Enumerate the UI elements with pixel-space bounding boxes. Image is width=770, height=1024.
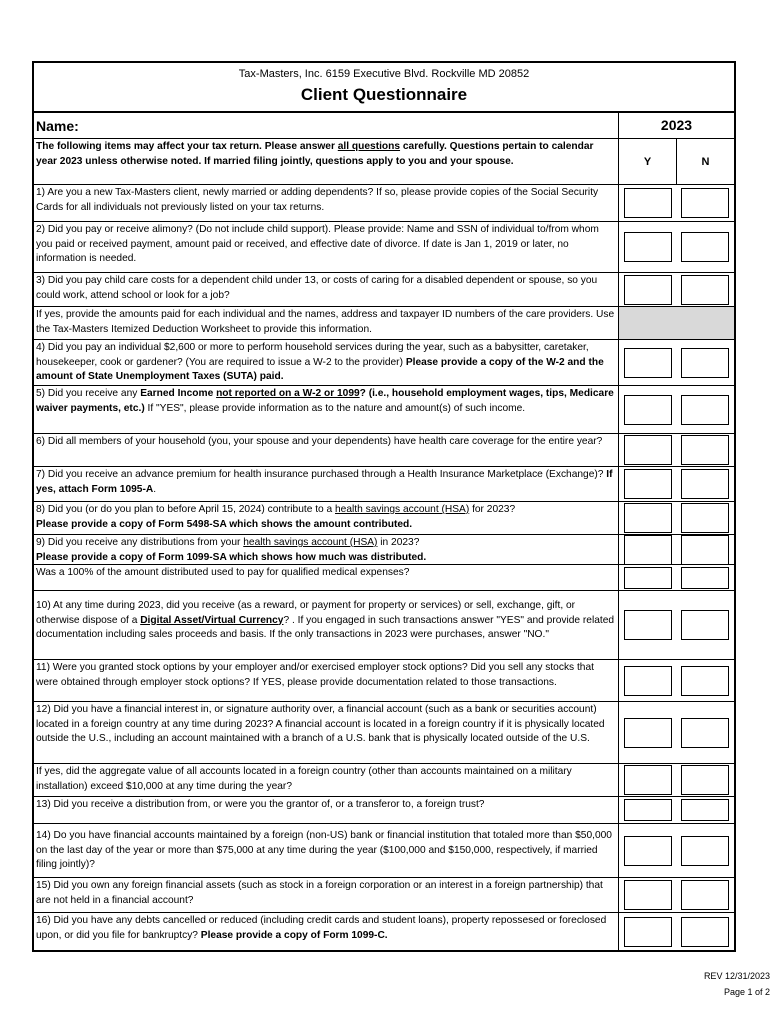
yes-checkbox[interactable]: [624, 503, 672, 533]
no-checkbox[interactable]: [681, 535, 729, 565]
question-row-6: [34, 434, 734, 467]
question-row-14: [34, 824, 734, 878]
question-text: 13) Did you receive a distribution from, or were you the grantor of, or a transferor to, a foreign trust?: [34, 797, 619, 823]
no-checkbox[interactable]: [681, 395, 729, 425]
page-footer: [650, 968, 770, 1000]
yes-checkbox[interactable]: [624, 275, 672, 305]
question-text: 1) Are you a new Tax-Masters client, newly married or adding dependents? If so, please provide copies of the Social Security Cards for all individuals not previously listed on your tax returns.: [34, 185, 619, 221]
no-checkbox[interactable]: [681, 567, 729, 589]
question-row-2: [34, 222, 734, 273]
no-checkbox[interactable]: [681, 469, 729, 499]
questionnaire-form: [32, 61, 736, 952]
form-header: [34, 63, 734, 113]
question-text: 2) Did you pay or receive alimony? (Do not include child support). Please provide: Name and SSN of individual to/from whom you paid or received payment, amount paid or received, and effective date of divorce. If date is Jan 1, 2019 or later, no information is needed.: [34, 222, 619, 272]
no-checkbox[interactable]: [681, 917, 729, 947]
tax-year: 2023: [660, 117, 693, 133]
question-row-12-followup: [34, 764, 734, 797]
question-row-3-followup: [34, 307, 734, 340]
question-row-16: [34, 913, 734, 950]
question-text: 7) Did you receive an advance premium for health insurance purchased through a Health Insurance Marketplace (Exchange)? If yes, attach Form 1095-A.: [34, 467, 619, 501]
yes-checkbox[interactable]: [624, 836, 672, 866]
question-row-15: [34, 878, 734, 913]
yes-checkbox[interactable]: [624, 535, 672, 565]
company-address: Tax-Masters, Inc. 6159 Executive Blvd. Rockville MD 20852: [238, 68, 530, 80]
name-label[interactable]: Name:: [34, 113, 619, 138]
yes-checkbox[interactable]: [624, 435, 672, 465]
no-checkbox[interactable]: [681, 232, 729, 262]
question-text: 15) Did you own any foreign financial assets (such as stock in a foreign corporation or an interest in a foreign partnership) that are not held in a financial account?: [34, 878, 619, 912]
yes-checkbox[interactable]: [624, 395, 672, 425]
question-text: 12) Did you have a financial interest in, or signature authority over, a financial account (such as a bank or securities account) located in a foreign country at any time during 2023? A financial account is located in a foreign country if it is physically located outside the U.S., including an account maintained with a branch of a U.S. bank that is physically located outside of the U.S.: [34, 702, 619, 763]
instructions-row: [34, 139, 734, 185]
no-checkbox[interactable]: [681, 610, 729, 640]
page-number: Page 1 of 2: [723, 987, 770, 997]
question-row-12: [34, 702, 734, 764]
revision-date: REV 12/31/2023: [703, 971, 770, 981]
question-row-7: [34, 467, 734, 502]
question-text: 16) Did you have any debts cancelled or reduced (including credit cards and student loans), property repossesed or foreclosed upon, or did you file for bankruptcy? Please provide a copy of Form 1099-C.: [34, 913, 619, 950]
no-column-header: N: [701, 155, 710, 168]
question-row-11: [34, 660, 734, 702]
question-row-4: [34, 340, 734, 386]
no-checkbox[interactable]: [681, 275, 729, 305]
question-text: 4) Did you pay an individual $2,600 or more to perform household services during the year, such as a babysitter, caretaker, housekeeper, cook or gardener? (You are required to issue a W-2 to the provider) Please provide a copy of the W-2 and the amount of State Unemployment Taxes (SUTA) paid.: [34, 340, 619, 385]
question-row-9-followup: [34, 565, 734, 591]
question-text: 14) Do you have financial accounts maintained by a foreign (non-US) bank or financial institution that totaled more than $50,000 on the last day of the year or more than $75,000 at any time during the year ($100,000 and $150,000, respectively, if married filing jointly)?: [34, 824, 619, 877]
question-row-1: [34, 185, 734, 222]
question-text: If yes, provide the amounts paid for each individual and the names, address and taxpayer ID numbers of the care providers. Use the Tax-Masters Itemized Deduction Worksheet to provide this information.: [34, 307, 619, 339]
yes-no-header: [619, 139, 734, 184]
no-checkbox[interactable]: [681, 435, 729, 465]
shaded-cell: [619, 307, 734, 339]
question-row-8: [34, 502, 734, 535]
no-checkbox[interactable]: [681, 765, 729, 795]
yes-checkbox[interactable]: [624, 880, 672, 910]
no-checkbox[interactable]: [681, 666, 729, 696]
yes-checkbox[interactable]: [624, 666, 672, 696]
yes-checkbox[interactable]: [624, 567, 672, 589]
question-text: 6) Did all members of your household (you, your spouse and your dependents) have health care coverage for the entire year?: [34, 434, 619, 466]
yes-checkbox[interactable]: [624, 610, 672, 640]
yes-checkbox[interactable]: [624, 799, 672, 821]
yes-checkbox[interactable]: [624, 718, 672, 748]
question-text: 3) Did you pay child care costs for a dependent child under 13, or costs of caring for a disabled dependent or spouse, so you could work, attend school or look for a job?: [34, 273, 619, 306]
no-checkbox[interactable]: [681, 718, 729, 748]
question-text: If yes, did the aggregate value of all accounts located in a foreign country (other than accounts maintained on a military installation) exceed $10,000 at any time during the year?: [34, 764, 619, 796]
question-row-9: [34, 535, 734, 565]
instructions-text: The following items may affect your tax return. Please answer all questions carefully. Questions pertain to calendar year 2023 unless otherwise noted. If married filing jointly, questions apply to you and your spouse.: [34, 139, 619, 184]
yes-checkbox[interactable]: [624, 188, 672, 218]
question-row-5: [34, 386, 734, 434]
yes-checkbox[interactable]: [624, 765, 672, 795]
yes-checkbox[interactable]: [624, 232, 672, 262]
no-checkbox[interactable]: [681, 799, 729, 821]
no-checkbox[interactable]: [681, 348, 729, 378]
yes-column-header: Y: [619, 139, 677, 184]
question-text: 10) At any time during 2023, did you receive (as a reward, or payment for property or services) or sell, exchange, gift, or otherwise dispose of a Digital Asset/Virtual Currency? . If you engaged in such transactions answer "YES" and provide related documentation including sales proceeds and basis. If the only transactions in 2023 were purchases, answer "NO.": [34, 591, 619, 659]
name-row: [34, 113, 734, 139]
question-text: Was a 100% of the amount distributed used to pay for qualified medical expenses?: [34, 565, 619, 590]
yes-checkbox[interactable]: [624, 469, 672, 499]
question-row-10: [34, 591, 734, 660]
question-text: 8) Did you (or do you plan to before April 15, 2024) contribute to a health savings account (HSA) for 2023? Please provide a copy of Form 5498-SA which shows the amount contributed.: [34, 502, 619, 534]
question-text: 5) Did you receive any Earned Income not reported on a W-2 or 1099? (i.e., household employment wages, tips, Medicare waiver payments, etc.) If "YES", please provide information as to the nature and amount(s) of such income.: [34, 386, 619, 433]
question-row-3: [34, 273, 734, 307]
question-row-13: [34, 797, 734, 824]
yes-checkbox[interactable]: [624, 348, 672, 378]
no-checkbox[interactable]: [681, 188, 729, 218]
no-checkbox[interactable]: [681, 836, 729, 866]
no-checkbox[interactable]: [681, 880, 729, 910]
yes-checkbox[interactable]: [624, 917, 672, 947]
question-text: 11) Were you granted stock options by your employer and/or exercised employer stock options? Did you sell any stocks that were obtained through employer stock options? If YES, please provide documentation related to those transactions.: [34, 660, 619, 701]
no-checkbox[interactable]: [681, 503, 729, 533]
form-title: Client Questionnaire: [300, 85, 468, 104]
question-text: 9) Did you receive any distributions from your health savings account (HSA) in 2023? Please provide a copy of Form 1099-SA which shows how much was distributed.: [34, 535, 619, 564]
